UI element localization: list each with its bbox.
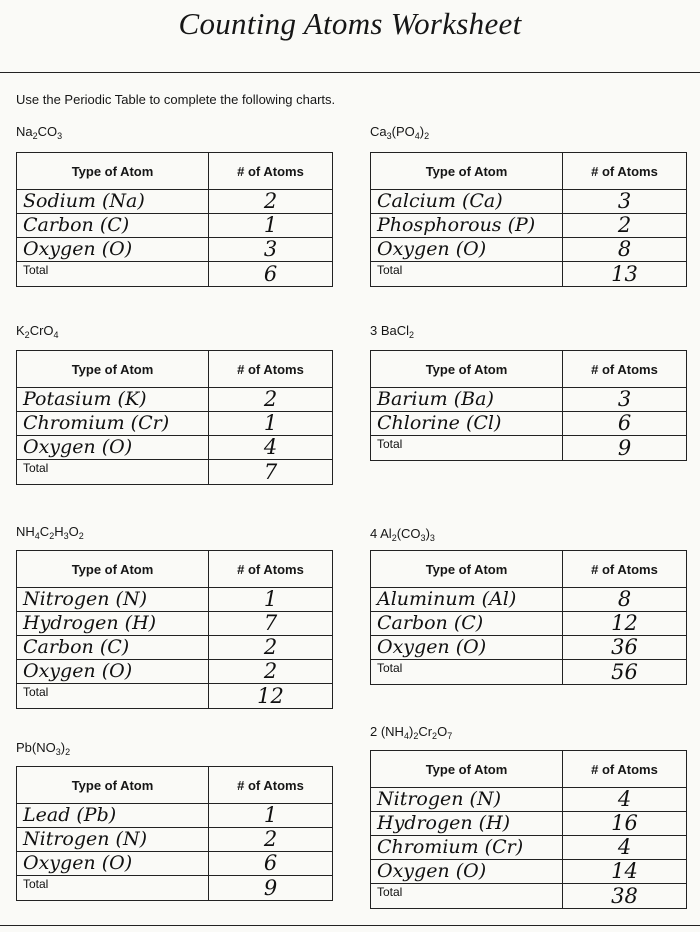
atom-count-cell[interactable]: 2 (209, 636, 333, 660)
atom-count-cell[interactable]: 3 (563, 388, 687, 412)
atom-count-cell[interactable]: 1 (209, 214, 333, 238)
atom-name-cell[interactable]: Carbon (C) (371, 612, 563, 636)
atom-count-cell[interactable]: 36 (563, 636, 687, 660)
atom-count-cell[interactable]: 14 (563, 860, 687, 884)
table-row (371, 588, 687, 612)
table-row (371, 412, 687, 436)
total-row (17, 876, 333, 901)
atom-chart (16, 350, 333, 485)
instructions-text: Use the Periodic Table to complete the following charts. (16, 92, 336, 107)
total-label: Total (17, 684, 209, 709)
total-label: Total (17, 262, 209, 287)
total-count-cell[interactable]: 13 (563, 262, 687, 287)
atom-chart (16, 152, 333, 287)
table-row (371, 612, 687, 636)
total-row (371, 884, 687, 909)
atom-name-cell[interactable]: Oxygen (O) (371, 636, 563, 660)
atom-chart (16, 550, 333, 709)
atom-chart (370, 550, 687, 685)
total-count-cell[interactable]: 12 (209, 684, 333, 709)
table-row (17, 828, 333, 852)
table-row (17, 804, 333, 828)
atom-name-cell[interactable]: Nitrogen (N) (17, 588, 209, 612)
atom-name-cell[interactable]: Oxygen (O) (17, 238, 209, 262)
atom-name-cell[interactable]: Phosphorous (P) (371, 214, 563, 238)
type-of-atom-header: Type of Atom (371, 551, 563, 588)
atom-count-cell[interactable]: 7 (209, 612, 333, 636)
atom-name-cell[interactable]: Oxygen (O) (17, 436, 209, 460)
total-row (371, 436, 687, 461)
atom-name-cell[interactable]: Hydrogen (H) (17, 612, 209, 636)
atom-count-cell[interactable]: 2 (563, 214, 687, 238)
atom-count-cell[interactable]: 8 (563, 238, 687, 262)
atom-count-header: # of Atoms (563, 551, 687, 588)
table-row (371, 190, 687, 214)
atom-chart (370, 750, 687, 909)
atom-name-cell[interactable]: Lead (Pb) (17, 804, 209, 828)
table-row (17, 436, 333, 460)
type-of-atom-header: Type of Atom (371, 751, 563, 788)
total-row (371, 262, 687, 287)
table-row (371, 636, 687, 660)
formula-label: 4 $Al_2(CO_3)_3$ (370, 526, 435, 543)
atom-name-cell[interactable]: Carbon (C) (17, 636, 209, 660)
atom-name-cell[interactable]: Oxygen (O) (17, 660, 209, 684)
total-count-cell[interactable]: 9 (209, 876, 333, 901)
total-label: Total (371, 436, 563, 461)
table-row (371, 788, 687, 812)
atom-count-cell[interactable]: 4 (209, 436, 333, 460)
atom-name-cell[interactable]: Aluminum (Al) (371, 588, 563, 612)
atom-name-cell[interactable]: Nitrogen (N) (17, 828, 209, 852)
atom-name-cell[interactable]: Potasium (K) (17, 388, 209, 412)
total-count-cell[interactable]: 56 (563, 660, 687, 685)
atom-count-cell[interactable]: 1 (209, 588, 333, 612)
table-row (17, 852, 333, 876)
total-row (17, 460, 333, 485)
atom-name-cell[interactable]: Chromium (Cr) (371, 836, 563, 860)
atom-name-cell[interactable]: Carbon (C) (17, 214, 209, 238)
table-row (371, 836, 687, 860)
total-label: Total (371, 660, 563, 685)
atom-count-header: # of Atoms (563, 751, 687, 788)
atom-count-cell[interactable]: 2 (209, 388, 333, 412)
top-border-line (0, 72, 700, 73)
table-row (17, 660, 333, 684)
atom-name-cell[interactable]: Chlorine (Cl) (371, 412, 563, 436)
type-of-atom-header: Type of Atom (17, 767, 209, 804)
atom-chart (16, 766, 333, 901)
atom-count-header: # of Atoms (209, 551, 333, 588)
atom-count-header: # of Atoms (209, 767, 333, 804)
atom-chart (370, 152, 687, 287)
type-of-atom-header: Type of Atom (17, 351, 209, 388)
atom-count-cell[interactable]: 6 (209, 852, 333, 876)
formula-label: $Ca_3(PO_4)_2$ (370, 124, 430, 141)
formula-label: $NH_4C_2H_3O_2$ (16, 524, 84, 541)
table-row (17, 588, 333, 612)
atom-name-cell[interactable]: Chromium (Cr) (17, 412, 209, 436)
atom-count-header: # of Atoms (563, 351, 687, 388)
type-of-atom-header: Type of Atom (371, 153, 563, 190)
table-row (17, 412, 333, 436)
atom-count-cell[interactable]: 3 (209, 238, 333, 262)
atom-count-cell[interactable]: 2 (209, 828, 333, 852)
formula-label: 2 $(NH_4)_2Cr_2O_7$ (370, 724, 453, 741)
atom-name-cell[interactable]: Hydrogen (H) (371, 812, 563, 836)
atom-count-cell[interactable]: 2 (209, 190, 333, 214)
atom-name-cell[interactable]: Nitrogen (N) (371, 788, 563, 812)
atom-name-cell[interactable]: Oxygen (O) (371, 238, 563, 262)
atom-count-cell[interactable]: 2 (209, 660, 333, 684)
atom-name-cell[interactable]: Oxygen (O) (17, 852, 209, 876)
table-row (371, 238, 687, 262)
total-row (17, 684, 333, 709)
atom-count-cell[interactable]: 12 (563, 612, 687, 636)
atom-count-header: # of Atoms (209, 153, 333, 190)
atom-count-cell[interactable]: 16 (563, 812, 687, 836)
total-label: Total (17, 876, 209, 901)
atom-count-cell[interactable]: 3 (563, 190, 687, 214)
total-row (371, 660, 687, 685)
table-row (371, 860, 687, 884)
type-of-atom-header: Type of Atom (371, 351, 563, 388)
table-row (17, 190, 333, 214)
table-row (17, 238, 333, 262)
table-row (17, 388, 333, 412)
atom-count-cell[interactable]: 1 (209, 412, 333, 436)
table-row (371, 812, 687, 836)
formula-label: 3 BaCl$_2$ (370, 323, 415, 340)
formula-label: $K_2CrO_4$ (16, 323, 59, 340)
type-of-atom-header: Type of Atom (17, 153, 209, 190)
atom-chart (370, 350, 687, 461)
formula-label: $Pb(NO_3)_2$ (16, 740, 71, 757)
atom-name-cell[interactable]: Calcium (Ca) (371, 190, 563, 214)
atom-count-cell[interactable]: 4 (563, 836, 687, 860)
atom-name-cell[interactable]: Barium (Ba) (371, 388, 563, 412)
atom-count-cell[interactable]: 1 (209, 804, 333, 828)
total-label: Total (371, 262, 563, 287)
atom-count-header: # of Atoms (209, 351, 333, 388)
table-row (17, 214, 333, 238)
total-count-cell[interactable]: 7 (209, 460, 333, 485)
formula-label: $Na_2CO_3$ (16, 124, 63, 141)
total-count-cell[interactable]: 38 (563, 884, 687, 909)
atom-count-cell[interactable]: 6 (563, 412, 687, 436)
atom-count-cell[interactable]: 4 (563, 788, 687, 812)
type-of-atom-header: Type of Atom (17, 551, 209, 588)
table-row (371, 388, 687, 412)
table-row (371, 214, 687, 238)
atom-count-header: # of Atoms (563, 153, 687, 190)
total-label: Total (17, 460, 209, 485)
worksheet-title: Counting Atoms Worksheet (178, 6, 522, 41)
atom-name-cell[interactable]: Oxygen (O) (371, 860, 563, 884)
total-count-cell[interactable]: 6 (209, 262, 333, 287)
bottom-border-line (0, 925, 700, 926)
total-row (17, 262, 333, 287)
atom-name-cell[interactable]: Sodium (Na) (17, 190, 209, 214)
table-row (17, 636, 333, 660)
total-label: Total (371, 884, 563, 909)
total-count-cell[interactable]: 9 (563, 436, 687, 461)
atom-count-cell[interactable]: 8 (563, 588, 687, 612)
table-row (17, 612, 333, 636)
